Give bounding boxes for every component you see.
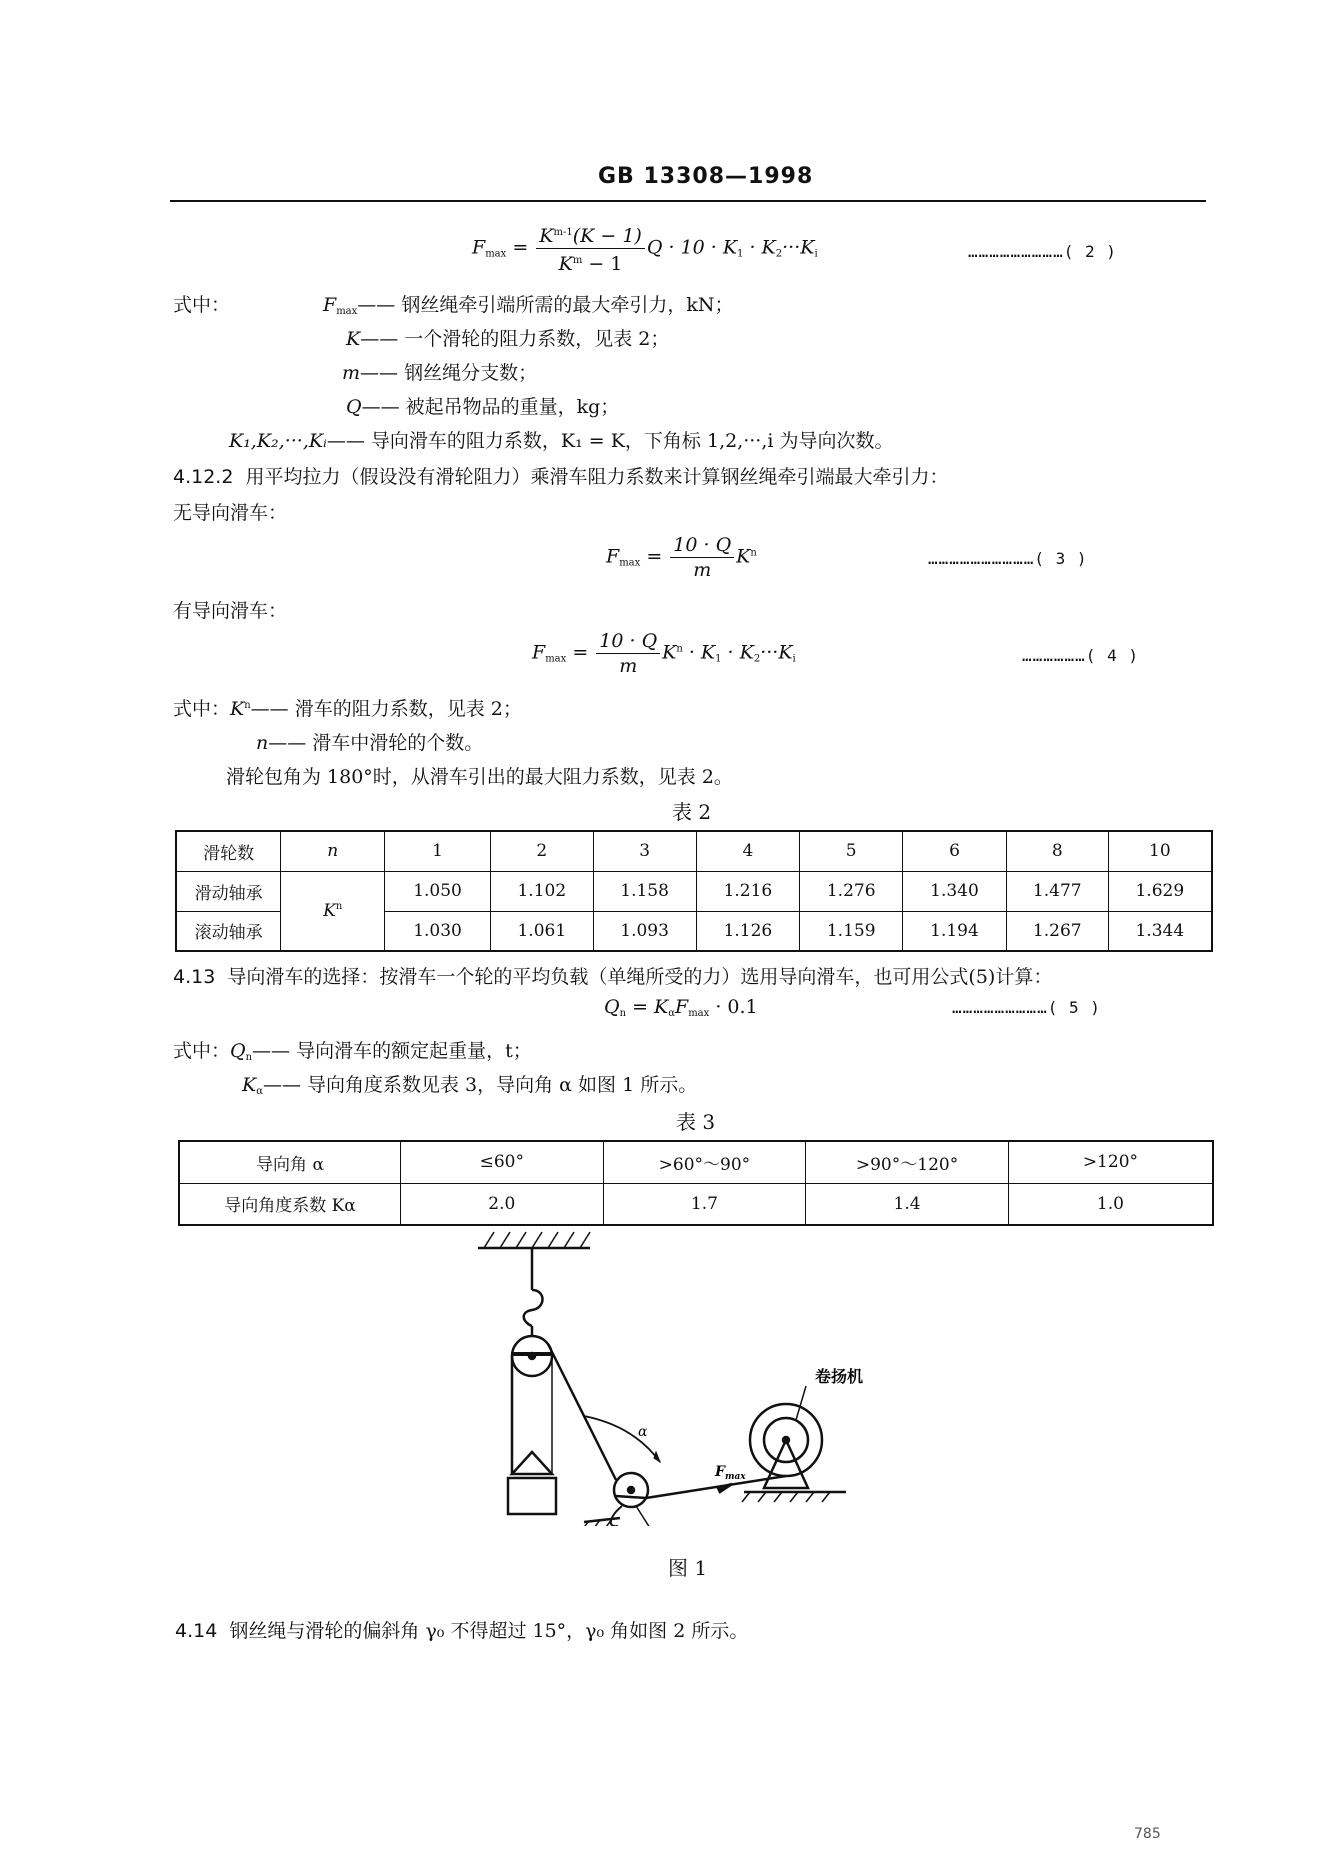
- table2-cell: 1.629: [1108, 871, 1212, 911]
- eq2-lhs-sub: max: [485, 248, 507, 260]
- table2-header-cell: n: [281, 831, 385, 871]
- where3-qn: 式中：$Q_n——$ 导向滑车的额定起重量，t；: [173, 1040, 532, 1063]
- table2-cell: 1.158: [593, 871, 696, 911]
- eq2-fraction: $\frac{K^{m-1}(K - 1)}{K^m - 1}$: [536, 222, 645, 275]
- where1-item-3: Q—— 被起吊物品的重量，kg；: [346, 396, 620, 418]
- table2-caption: 表 2: [672, 800, 712, 824]
- table3-cell: 2.0: [401, 1183, 604, 1225]
- table2-cell: 1.030: [385, 911, 491, 951]
- table3-header-cell: ≤60°: [401, 1141, 604, 1183]
- table3-header-cell: >90°～120°: [806, 1141, 1009, 1183]
- with-guide-label: 有导向滑车：: [173, 600, 288, 622]
- anchor-line: [584, 1518, 620, 1522]
- table3-cell: 1.4: [806, 1183, 1009, 1225]
- table3-cell: 1.0: [1008, 1183, 1213, 1225]
- table2-cell: 1.102: [490, 871, 593, 911]
- table2-header-cell: 3: [593, 831, 696, 871]
- figure1-caption: 图 1: [668, 1556, 708, 1580]
- table3-caption: 表 3: [676, 1110, 716, 1134]
- page-number: 785: [1134, 1826, 1161, 1842]
- table3-header-row: [179, 1141, 1213, 1183]
- table2-cell: 1.344: [1108, 911, 1212, 951]
- where1-item-2: m—— 钢丝绳分支数；: [342, 362, 538, 384]
- winch-stand: [764, 1440, 808, 1488]
- table2-row-label: 滚动轴承: [176, 911, 281, 951]
- where1-last: K₁,K₂,···,Kᵢ—— 导向滑车的阻力系数，K₁ = K，下角标 1,2,···,i 为导向次数。: [229, 430, 894, 452]
- table2-header-cell: 10: [1108, 831, 1212, 871]
- eq4-number: ………………( 4 ): [1022, 646, 1139, 665]
- equation-2: $F_{max}$ = $\frac{K^{m-1}(K - 1)}{K^m - 1}$ $Q \cdot 10 \cdot K_1 \cdot K_2\cdot\cdot\cdot K_i$: [472, 222, 818, 275]
- table2-cell: 1.477: [1006, 871, 1108, 911]
- table2-header-row: [176, 831, 1212, 871]
- load-triangle: [512, 1452, 552, 1474]
- alpha-label: α: [638, 1424, 648, 1440]
- table3-cell: 1.7: [603, 1183, 806, 1225]
- eq5-number: ………………………( 5 ): [952, 998, 1101, 1017]
- table2-row-label: 滑动轴承: [176, 871, 281, 911]
- table2-symbol-cell: $K^n$: [281, 871, 385, 951]
- table2-header-cell: 滑轮数: [176, 831, 281, 871]
- table2-cell: 1.159: [800, 911, 903, 951]
- table3-row: [179, 1183, 1213, 1225]
- equation-5: $Q_n = K_\alpha F_{max} \cdot 0.1$: [604, 996, 758, 1019]
- table2-header-cell: 6: [903, 831, 1007, 871]
- section-4-14: 4.14 钢丝绳与滑轮的偏斜角 γ₀ 不得超过 15°，γ₀ 角如图 2 所示。: [175, 1620, 749, 1642]
- guide-leader: [636, 1506, 664, 1526]
- where2-kn: 式中：$K^n——$ 滑车的阻力系数，见表 2；: [173, 698, 522, 720]
- top-hook: [524, 1290, 543, 1326]
- table2-header-cell: 2: [490, 831, 593, 871]
- where3-ka: $K_\alpha——$ 导向角度系数见表 3，导向角 α 如图 1 所示。: [242, 1074, 698, 1097]
- table2-cell: 1.050: [385, 871, 491, 911]
- table2-cell: 1.340: [903, 871, 1007, 911]
- force-label: $F_{max}$: [715, 1464, 746, 1482]
- table2-header-cell: 1: [385, 831, 491, 871]
- where2-n: n—— 滑车中滑轮的个数。: [256, 732, 484, 754]
- eq2-number: ………………………( 2 ): [968, 242, 1117, 261]
- eq2-lhs: F: [472, 236, 486, 259]
- winch-label: 卷扬机: [815, 1367, 864, 1386]
- equation-4: $F_{max}$ = $\frac{10 \cdot Q}{m}$ $K^n \cdot K_1 \cdot K_2\cdot\cdot\cdot K_i$: [532, 630, 796, 677]
- where1-label: 式中：: [173, 294, 231, 316]
- table3-header-cell: 导向角 α: [179, 1141, 401, 1183]
- header-rule: [170, 200, 1206, 202]
- table2-cell: 1.126: [696, 911, 800, 951]
- where2-note: 滑轮包角为 180°时，从滑车引出的最大阻力系数，见表 2。: [226, 766, 733, 788]
- winch-leader: [796, 1386, 806, 1420]
- where1-item-0: $F_{max}——$ 钢丝绳牵引端所需的最大牵引力，kN；: [323, 294, 734, 317]
- table2-cell: 1.093: [593, 911, 696, 951]
- table3-header-cell: >60°～90°: [603, 1141, 806, 1183]
- equation-3: $F_{max}$ = $\frac{10 \cdot Q}{m}$ $K^n$: [606, 534, 757, 581]
- table2-cell: 1.194: [903, 911, 1007, 951]
- no-guide-label: 无导向滑车：: [173, 502, 288, 524]
- section-4-13: 4.13 导向滑车的选择：按滑车一个轮的平均负载（单绳所受的力）选用导向滑车，也可用公式(5)计算：: [173, 966, 1053, 988]
- table2-cell: 1.061: [490, 911, 593, 951]
- load-block: [508, 1478, 556, 1514]
- table2-cell: 1.276: [800, 871, 903, 911]
- table3-row-label: 导向角度系数 Kα: [179, 1183, 401, 1225]
- figure-1: [460, 1226, 900, 1526]
- table2-cell: 1.216: [696, 871, 800, 911]
- section-4-12-2: 4.12.2 用平均拉力（假设没有滑轮阻力）乘滑车阻力系数来计算钢丝绳牵引端最大牵引力：: [173, 466, 949, 488]
- table2-cell: 1.267: [1006, 911, 1108, 951]
- ceiling-hatch: [484, 1232, 590, 1248]
- table-2: [175, 830, 1213, 952]
- eq3-number: …………………………( 3 ): [928, 549, 1088, 568]
- table2-header-cell: 4: [696, 831, 800, 871]
- table2-row: [176, 871, 1212, 911]
- table2-header-cell: 8: [1006, 831, 1108, 871]
- where1-item-1: K—— 一个滑轮的阻力系数，见表 2；: [346, 328, 670, 350]
- standard-number: GB 13308—1998: [598, 164, 814, 189]
- table3-header-cell: >120°: [1008, 1141, 1213, 1183]
- rope-to-guide: [548, 1344, 616, 1480]
- table-3: [178, 1140, 1214, 1226]
- table2-header-cell: 5: [800, 831, 903, 871]
